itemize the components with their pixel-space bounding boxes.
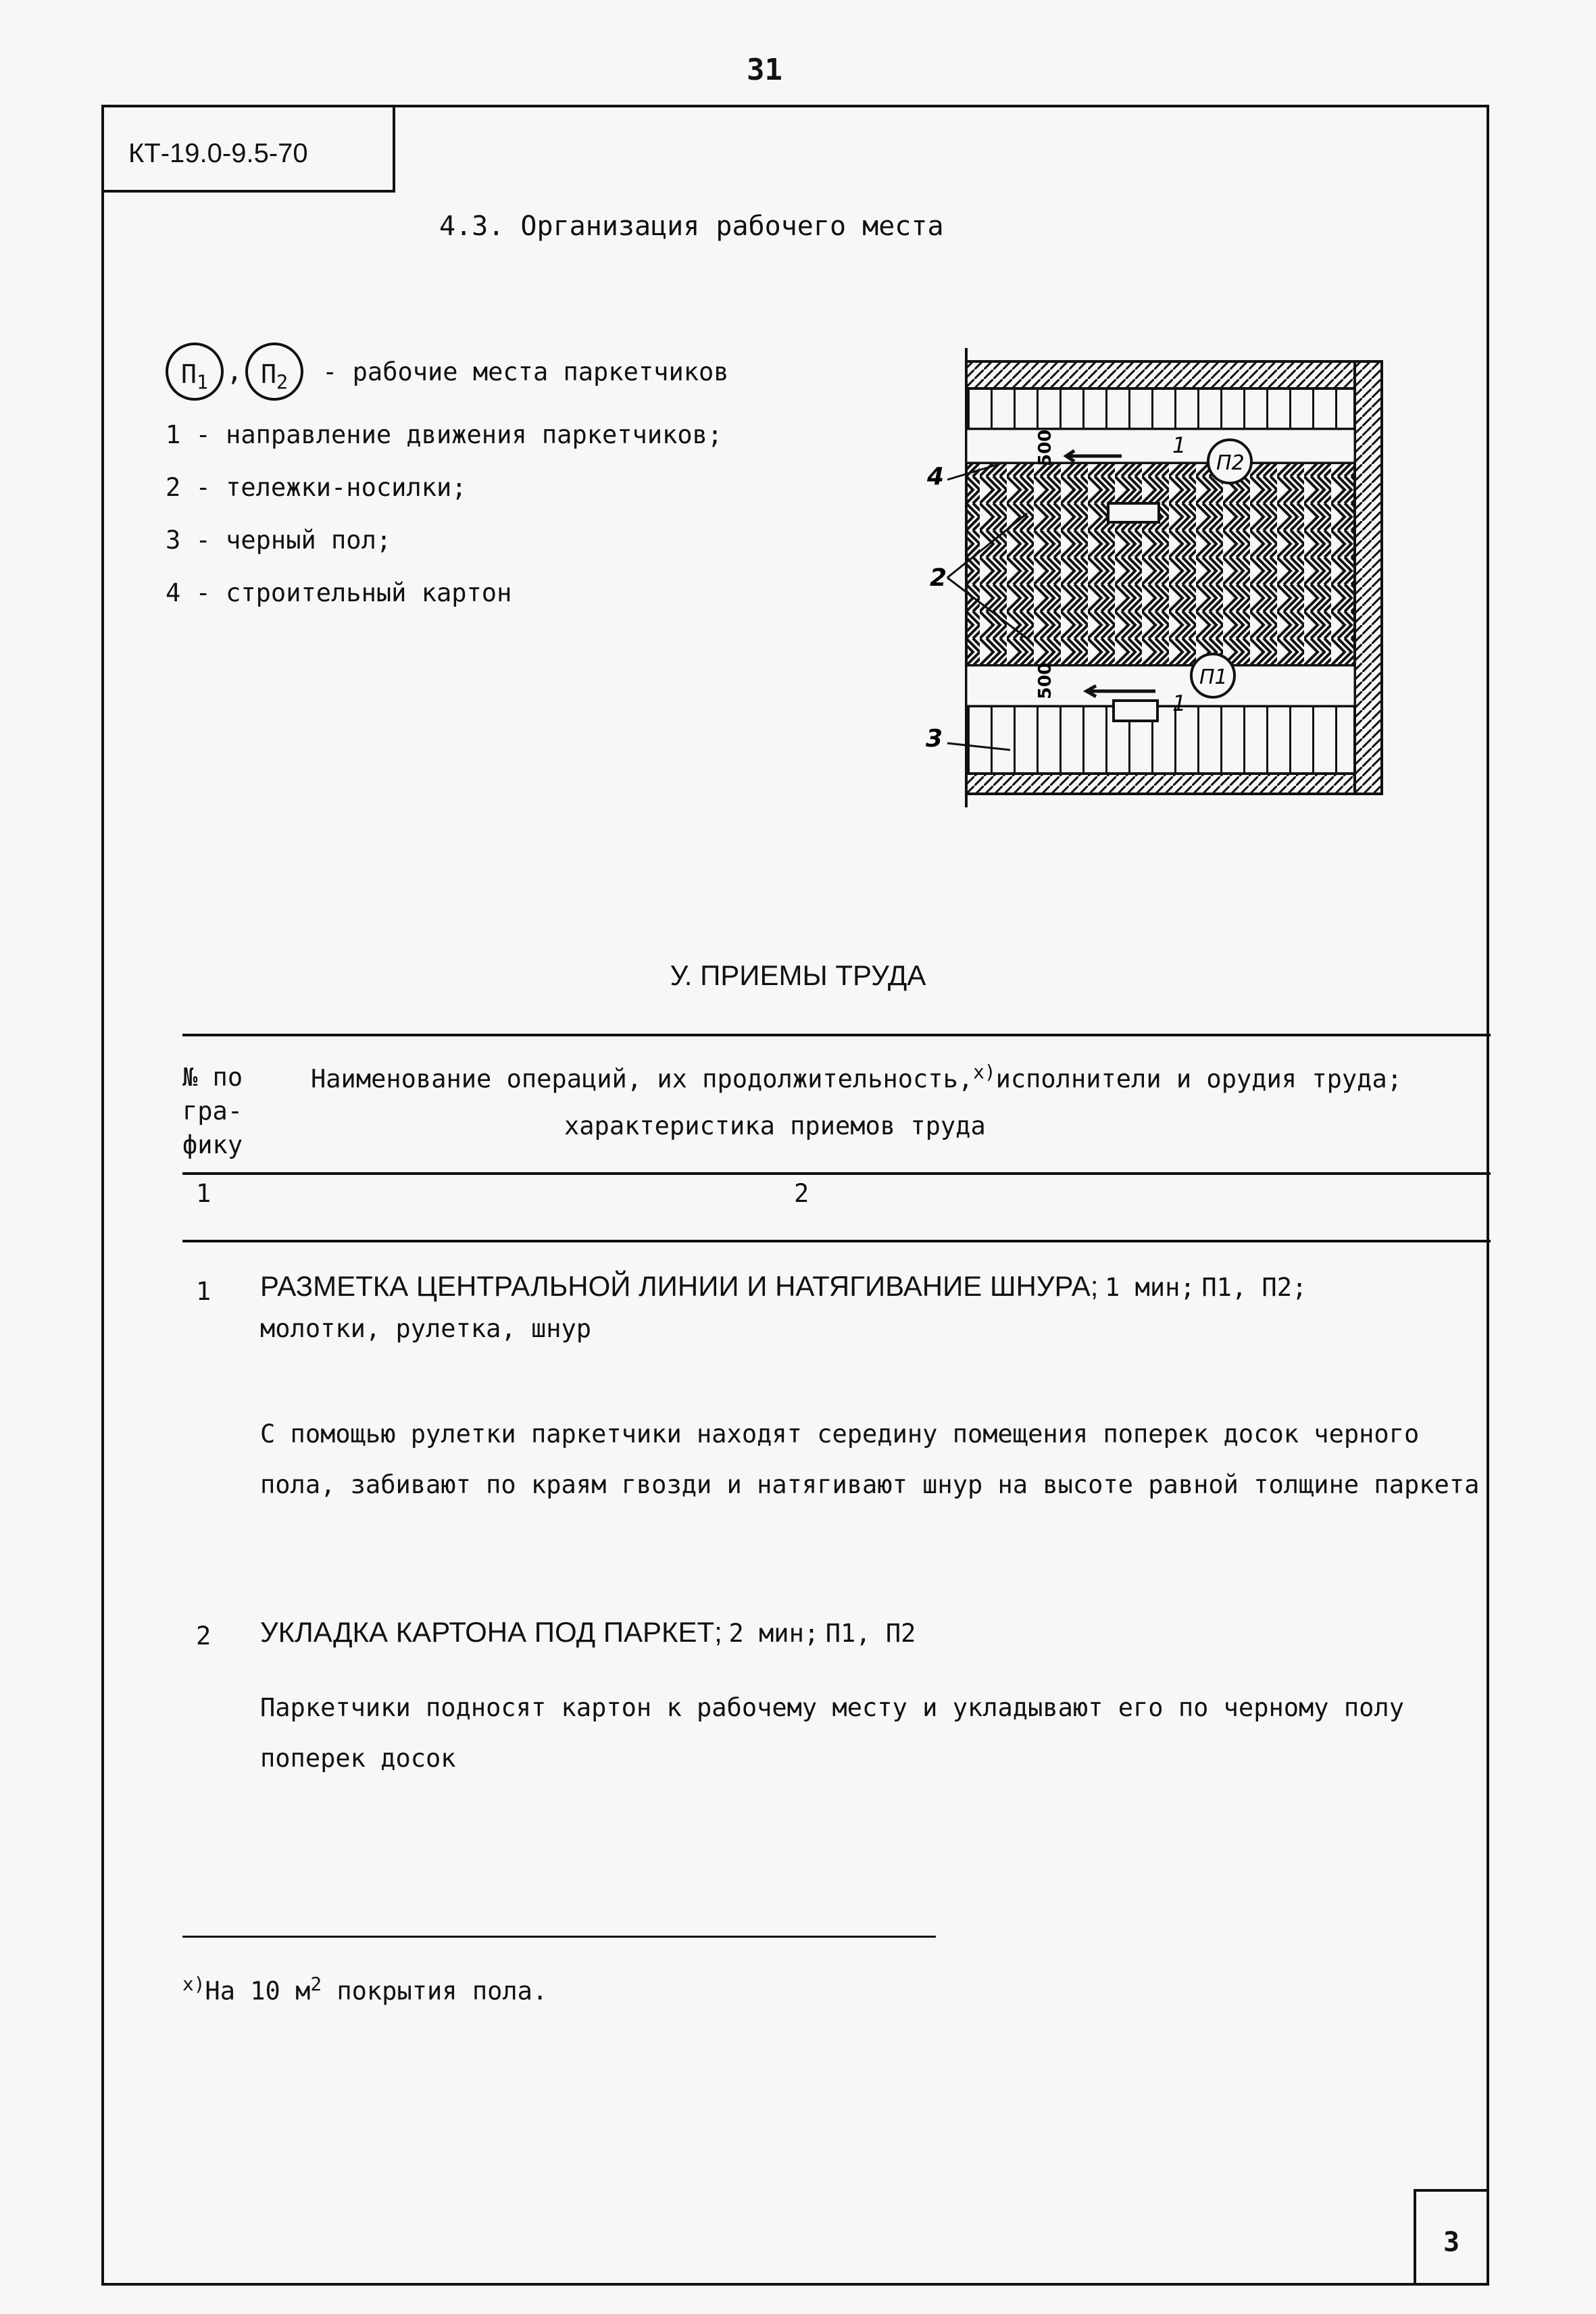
dim-label: 500 — [1035, 429, 1055, 466]
workplace-diagram — [899, 341, 1419, 814]
footnote: $^{х)}$На 10 $м^2$ покрытия пола. — [182, 1973, 548, 2006]
dim-label: 500 — [1035, 662, 1055, 699]
op-1-tools: молотки, рулетка, шнур — [260, 1314, 592, 1343]
callout-label: 2 — [930, 564, 947, 592]
col2-header-line1: Наименование операций, их продолжительность,$^{х)}$исполнители и орудия труда; — [311, 1061, 1403, 1094]
cardboard-bottom — [966, 662, 1355, 706]
subfloor-bottom — [966, 706, 1355, 774]
legend-item: 4 - строительный картон — [166, 578, 512, 607]
header-rule — [182, 1172, 1491, 1175]
worker-1-symbol: $П_1$ — [166, 343, 224, 401]
worker-1-label: П1 — [1199, 665, 1228, 689]
page-number: 31 — [747, 53, 782, 87]
op-1-number: 1 — [196, 1277, 211, 1306]
callout-label: 1 — [1172, 690, 1187, 716]
workers-desc: - рабочие места паркетчиков — [322, 357, 729, 386]
chapter-heading: У. ПРИЕМЫ ТРУДА — [670, 959, 926, 991]
op-2-description: Паркетчики подносят картон к рабочему месту и укладывают его по черному полу поперек досок — [260, 1693, 1404, 1773]
legend-item: 2 - тележки-носилки; — [166, 473, 467, 502]
col1-number: 1 — [196, 1179, 211, 1208]
op-1-title-line: РАЗМЕТКА ЦЕНТРАЛЬНОЙ ЛИНИИ И НАТЯГИВАНИЕ ШНУРА; 1 мин; П1, П2; — [260, 1270, 1307, 1302]
col2-header-line2: характеристика приемов труда — [564, 1111, 986, 1140]
op-1-description: С помощью рулетки паркетчики находят середину помещения поперек досок черного пола, забивают по краям гвозди и натягивают шнур на высоте равной толщине паркета — [260, 1419, 1480, 1499]
col1-header: № по гра- фику — [182, 1063, 243, 1159]
legend-item: 3 - черный пол; — [166, 526, 392, 555]
doc-code: КТ-19.0-9.5-70 — [128, 139, 308, 168]
worker-2-symbol: $П_2$ — [245, 343, 303, 401]
number-rule — [182, 1240, 1491, 1242]
section-title: 4.3. Организация рабочего места — [439, 211, 944, 242]
parquet-area — [966, 463, 1355, 665]
col2-number: 2 — [794, 1179, 809, 1208]
subfloor-top — [966, 388, 1355, 429]
callout-label: 1 — [1172, 432, 1187, 458]
footnote-rule — [182, 1936, 936, 1938]
op-2-number: 2 — [196, 1621, 211, 1651]
cart-icon — [1108, 503, 1159, 522]
legend-workers: $П_1$ , $П_2$ - рабочие места паркетчиков — [166, 334, 909, 409]
table-top-rule — [182, 1034, 1491, 1036]
legend — [166, 334, 909, 620]
cart-icon — [1114, 701, 1157, 721]
cardboard-top — [966, 429, 1355, 463]
op-2-title-line: УКЛАДКА КАРТОНА ПОД ПАРКЕТ; 2 мин; П1, П2 — [260, 1616, 916, 1648]
corner-number: 3 — [1443, 2227, 1460, 2258]
callout-label: 4 — [927, 463, 945, 491]
callout-label: 3 — [926, 725, 943, 753]
worker-2-label: П2 — [1216, 451, 1245, 475]
legend-item: 1 - направление движения паркетчиков; — [166, 420, 723, 449]
